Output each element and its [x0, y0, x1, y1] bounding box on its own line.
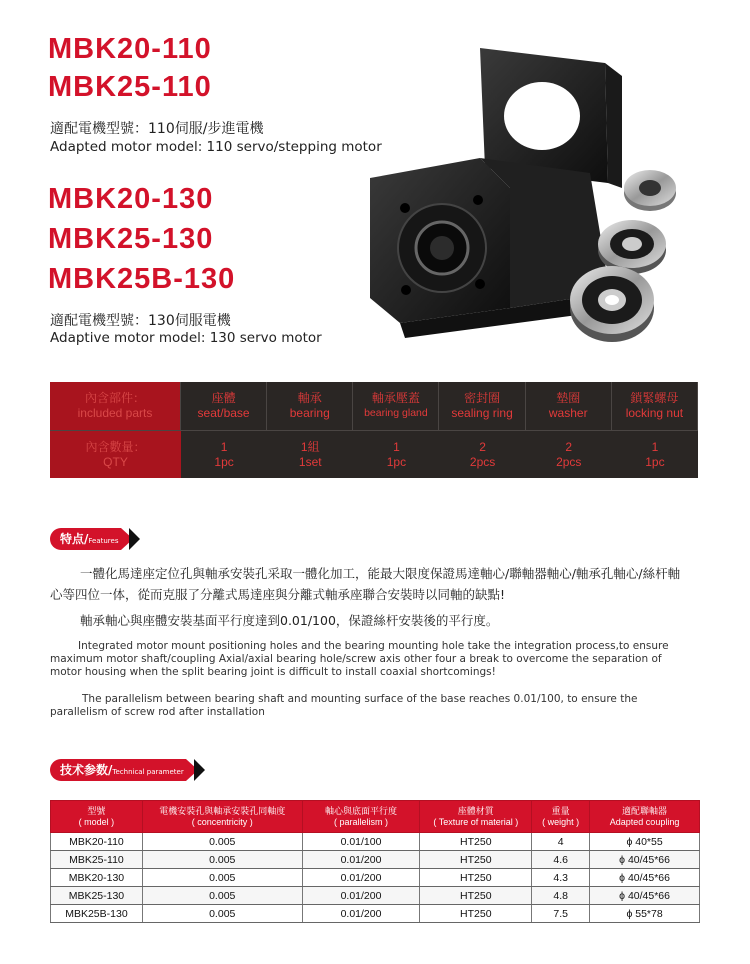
- cell-parallelism: 0.01/200: [302, 887, 420, 905]
- part-name-en: bearing: [289, 406, 330, 420]
- model-title-2: MBK25-110: [48, 71, 212, 103]
- part-name: [181, 382, 267, 431]
- part-qty-unit: 1pc: [214, 454, 234, 469]
- tech-tag-cn: 技术参数/: [60, 763, 113, 777]
- tech-tag-en: Technical parameter: [112, 768, 184, 776]
- features-cn-1: 一體化馬達座定位孔與軸承安裝孔采取一體化加工，能最大限度保證馬達軸心/聯軸器軸心/軸承孔軸心/絲杆軸心等四位一体，從而克服了分離式馬達座與分離式軸承座聯合安裝時以同軸的缺點!: [50, 566, 681, 602]
- model-title-1: MBK20-110: [48, 33, 212, 65]
- part-qty-unit: 2pcs: [469, 454, 496, 469]
- cell-weight: 4: [532, 833, 590, 851]
- cell-coupling: ϕ 40*55: [590, 833, 700, 851]
- part-name-en: washer: [548, 406, 588, 420]
- cell-coupling: ϕ 55*78: [590, 905, 700, 923]
- header-en: Adapted coupling: [609, 816, 680, 827]
- features-cn-2: 軸承軸心與座體安裝基面平行度達到0.01/100，保證絲杆安裝後的平行度。: [80, 613, 499, 628]
- part-column: [526, 382, 612, 478]
- part-qty-unit: 2pcs: [556, 454, 582, 469]
- cell-weight: 7.5: [532, 905, 590, 923]
- part-name-cn: 軸承: [297, 391, 322, 405]
- part-qty-value: 2: [479, 439, 486, 454]
- spec-header-row: [51, 801, 700, 833]
- motor-110-cn: 適配電機型號：110伺服/步進電機: [50, 121, 264, 137]
- features-tag-label: [50, 528, 121, 550]
- cell-model: MBK25B-130: [51, 905, 143, 923]
- parts-header-qty-en: QTY: [103, 454, 128, 469]
- part-name-en: sealing ring: [451, 406, 513, 420]
- part-name: [526, 382, 612, 431]
- locking-nut: [624, 170, 676, 211]
- parts-header-included-en: included parts: [77, 406, 153, 420]
- table-row: [51, 887, 700, 905]
- cell-material: HT250: [420, 833, 532, 851]
- cell-parallelism: 0.01/200: [302, 905, 420, 923]
- cell-material: HT250: [420, 869, 532, 887]
- part-name: [353, 382, 439, 431]
- header-cn: 軸心與底面平行度: [324, 805, 397, 816]
- features-tag-cn: 特点/: [60, 532, 89, 546]
- cell-parallelism: 0.01/100: [302, 833, 420, 851]
- part-qty-value: 1: [220, 439, 228, 454]
- part-column: [612, 382, 698, 478]
- cell-coupling: ϕ 40/45*66: [590, 869, 700, 887]
- model-title-4: MBK25-130: [48, 223, 214, 255]
- features-tag: [50, 528, 140, 550]
- header-cn: 重量: [551, 805, 570, 816]
- part-qty: [181, 431, 267, 478]
- part-column: [353, 382, 439, 478]
- parts-header-included-cn: 內含部件：: [84, 391, 145, 405]
- parts-header-column: [50, 382, 181, 478]
- cell-weight: 4.8: [532, 887, 590, 905]
- cell-model: MBK25-110: [51, 851, 143, 869]
- cell-material: HT250: [420, 887, 532, 905]
- spec-header-weight: [532, 801, 590, 833]
- part-qty: [439, 431, 525, 478]
- part-name-en: bearing gland: [364, 407, 428, 419]
- cell-model: MBK20-130: [51, 869, 143, 887]
- part-name-cn: 軸承壓蓋: [371, 391, 420, 405]
- tech-tag: [50, 759, 205, 781]
- cell-concentricity: 0.005: [142, 887, 302, 905]
- part-qty-unit: 1pc: [386, 454, 407, 469]
- part-qty-value: 1組: [300, 439, 320, 454]
- header-en: ( concentricity ): [191, 816, 253, 827]
- header-cn: 適配聯軸器: [622, 805, 668, 816]
- part-name-cn: 座體: [211, 391, 236, 405]
- header-en: ( Texture of material ): [433, 816, 519, 827]
- parts-header-included: [50, 382, 181, 431]
- header-en: ( weight ): [542, 816, 580, 827]
- header-en: ( parallelism ): [333, 816, 388, 827]
- cell-coupling: ϕ 40/45*66: [590, 887, 700, 905]
- cell-concentricity: 0.005: [142, 833, 302, 851]
- header-cn: 座體材質: [457, 805, 494, 816]
- spec-table: [50, 800, 700, 923]
- model-title-5: MBK25B-130: [48, 263, 236, 295]
- part-qty: [612, 431, 698, 478]
- part-column: [267, 382, 353, 478]
- spec-header-material: [420, 801, 532, 833]
- part-qty: [267, 431, 353, 478]
- model-title-3: MBK20-130: [48, 183, 214, 215]
- motor-130-cn: 適配電機型號：130伺服電機: [50, 313, 231, 329]
- features-tag-en: Features: [88, 537, 119, 545]
- part-name: [439, 382, 525, 431]
- table-row: [51, 833, 700, 851]
- cell-concentricity: 0.005: [142, 851, 302, 869]
- motor-130-en: Adaptive motor model: 130 servo motor: [50, 330, 322, 346]
- part-name-cn: 鎖緊螺母: [630, 391, 679, 405]
- cell-parallelism: 0.01/200: [302, 851, 420, 869]
- part-qty: [526, 431, 612, 478]
- tag-arrow-icon: [194, 759, 205, 781]
- spec-header-model: [51, 801, 143, 833]
- spec-header-concentricity: [142, 801, 302, 833]
- cell-material: HT250: [420, 905, 532, 923]
- part-column: [181, 382, 267, 478]
- features-en-1: Integrated motor mount positioning holes and the bearing mounting hole take the integration process,to ensure maximum motor shaft/coupling Axial/axial bearing hole/screw axis other four a break to overcome the separation of motor housing when the split bearing joint is difficult to install coaxial shortcomings!: [50, 640, 669, 678]
- cell-concentricity: 0.005: [142, 905, 302, 923]
- cell-coupling: ϕ 40/45*66: [590, 851, 700, 869]
- spec-header-coupling: [590, 801, 700, 833]
- part-name-en: seat/base: [197, 406, 250, 420]
- cell-model: MBK25-130: [51, 887, 143, 905]
- part-qty-value: 1: [651, 439, 659, 454]
- features-en-2: The parallelism between bearing shaft and mounting surface of the base reaches 0.01/100, to ensure the parallelism of screw rod after installation: [50, 693, 638, 718]
- table-row: [51, 905, 700, 923]
- cell-weight: 4.3: [532, 869, 590, 887]
- part-qty-value: 1: [393, 439, 400, 454]
- part-name-cn: 密封圈: [464, 391, 501, 405]
- part-column: [439, 382, 525, 478]
- cell-material: HT250: [420, 851, 532, 869]
- cell-model: MBK20-110: [51, 833, 143, 851]
- product-image: [360, 38, 690, 358]
- bearing-large: [570, 266, 654, 342]
- part-name-en: locking nut: [625, 406, 684, 420]
- part-qty: [353, 431, 439, 478]
- motor-110-en: Adapted motor model: 110 servo/stepping motor: [50, 139, 382, 155]
- table-row: [51, 869, 700, 887]
- table-row: [51, 851, 700, 869]
- part-name-cn: 墊圈: [556, 391, 581, 405]
- parts-header-qty-cn: 內含數量：: [85, 439, 146, 454]
- part-name: [612, 382, 698, 431]
- cell-concentricity: 0.005: [142, 869, 302, 887]
- part-qty-unit: 1pc: [645, 454, 665, 469]
- cell-weight: 4.6: [532, 851, 590, 869]
- tag-arrow-icon: [129, 528, 140, 550]
- part-qty-unit: 1set: [298, 454, 322, 469]
- header-en: ( model ): [78, 816, 115, 827]
- part-qty-value: 2: [565, 439, 573, 454]
- parts-header-qty: [50, 431, 181, 478]
- header-cn: 電機安裝孔與軸承安裝孔同軸度: [159, 805, 286, 816]
- header-cn: 型號: [87, 805, 106, 816]
- bearing-small: [598, 220, 666, 274]
- spec-header-parallelism: [302, 801, 420, 833]
- parts-table: [50, 382, 698, 478]
- tech-tag-label: [50, 759, 186, 781]
- cell-parallelism: 0.01/200: [302, 869, 420, 887]
- part-name: [267, 382, 353, 431]
